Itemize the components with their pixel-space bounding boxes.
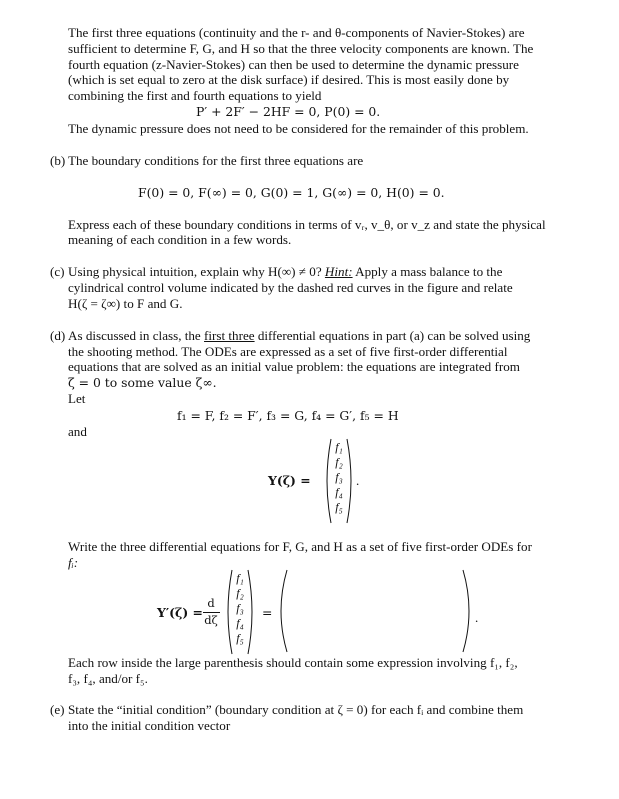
part-d-line-3: equations that are solved as an initial value problem: the equations are integrated from xyxy=(68,359,520,374)
y-vector-period: . xyxy=(356,473,360,488)
and-label: and xyxy=(68,424,87,439)
part-c-line-1 xyxy=(68,264,502,279)
equals-sign: = xyxy=(262,605,273,620)
intro-line-4: (which is set equal to zero at the disk surface) if desired. This is most easily done by xyxy=(68,72,510,87)
part-e-line-1: State the “initial condition” (boundary condition at ζ = 0) for each fᵢ and combine them xyxy=(68,702,524,717)
part-e-line-2: into the initial condition vector xyxy=(68,718,231,733)
each-row-line-1: Each row inside the large parenthesis should contain some expression involving f₁, f₂, xyxy=(68,655,518,670)
part-d-line-1 xyxy=(68,328,530,343)
let-label: Let xyxy=(68,391,86,406)
part-d-line-1-start: As discussed in class, the xyxy=(68,328,201,343)
intro-line-1: The first three equations (continuity and the r- and θ-components of Navier-Stokes) are xyxy=(68,25,525,40)
yp-entry-f3: f₃ xyxy=(236,601,244,615)
write-instruction: Write the three differential equations for F, G, and H as a set of five first-order ODEs for xyxy=(68,539,532,554)
first-three-emphasis: first three xyxy=(204,328,255,343)
part-b-line-1: Express each of these boundary conditions in terms of vᵣ, v_θ, or v_z and state the physical xyxy=(68,217,546,232)
y-vector-right-paren xyxy=(346,438,356,524)
y-entry-f2: f₂ xyxy=(335,455,343,469)
part-c-line-2: cylindrical control volume indicated by the dashed red curves in the figure and relate xyxy=(68,280,513,295)
hint-label: Hint: xyxy=(324,264,353,279)
part-c-line-3: H(ζ = ζ∞) to F and G. xyxy=(68,296,183,311)
yp-entry-f5: f₅ xyxy=(236,631,244,645)
hint-text: Apply a mass balance to the xyxy=(355,264,503,279)
yp-entry-f4: f₄ xyxy=(236,616,244,630)
answer-period: . xyxy=(475,610,479,625)
y-entry-f4: f₄ xyxy=(335,485,343,499)
y-entry-f5: f₅ xyxy=(335,500,343,514)
part-c-question: Using physical intuition, explain why H(∞) ≠ 0? xyxy=(68,264,322,279)
y-entry-f1: f₁ xyxy=(335,440,343,454)
intro-line-2: sufficient to determine F, G, and H so that the three velocity components are known. The xyxy=(68,41,534,56)
part-b-text: The boundary conditions for the first three equations are xyxy=(68,153,364,168)
part-b-line-2: meaning of each condition in a few words. xyxy=(68,232,292,247)
intro-line-5: combining the first and fourth equations to yield xyxy=(68,88,322,103)
yp-entry-f1: f₁ xyxy=(236,571,244,585)
y-vector-lhs: Y(ζ) = xyxy=(268,473,311,488)
answer-right-paren xyxy=(462,569,479,653)
f-definitions: f₁ = F, f₂ = F′, f₃ = G, f₄ = G′, f₅ = H xyxy=(177,408,399,423)
part-e-label: (e) xyxy=(50,702,65,717)
part-d-label: (d) xyxy=(50,328,66,343)
boundary-conditions-equation: F(0) = 0, F(∞) = 0, G(0) = 1, G(∞) = 0, H(0) = 0. xyxy=(138,185,445,200)
intro-closing: The dynamic pressure does not need to be considered for the remainder of this problem. xyxy=(68,121,529,136)
part-d-line-4: ζ = 0 to some value ζ∞. xyxy=(68,375,217,390)
y-entry-f3: f₃ xyxy=(335,470,343,484)
derivative-numerator: d xyxy=(207,596,215,610)
part-d-line-2: the shooting method. The ODEs are expressed as a set of five first-order differential xyxy=(68,344,508,359)
yp-entry-f2: f₂ xyxy=(236,586,244,600)
pressure-equation: P′ + 2F′ − 2HF = 0, P(0) = 0. xyxy=(196,104,381,119)
part-d-line-1-end: differential equations in part (a) can be solved using xyxy=(257,328,531,343)
intro-line-3: fourth equation (z-Navier-Stokes) can then be used to determine the dynamic pressure xyxy=(68,57,519,72)
derivative-denominator: dζ xyxy=(204,613,218,627)
part-b-label: (b) xyxy=(50,153,66,168)
y-prime-lhs: Y′(ζ) = xyxy=(157,605,203,620)
answer-left-paren xyxy=(274,569,288,653)
y-prime-right-paren xyxy=(247,569,257,655)
write-instruction-fi: fᵢ: xyxy=(68,555,79,570)
each-row-line-2: f₃, f₄, and/or f₅. xyxy=(68,671,148,686)
part-c-label: (c) xyxy=(50,264,65,279)
